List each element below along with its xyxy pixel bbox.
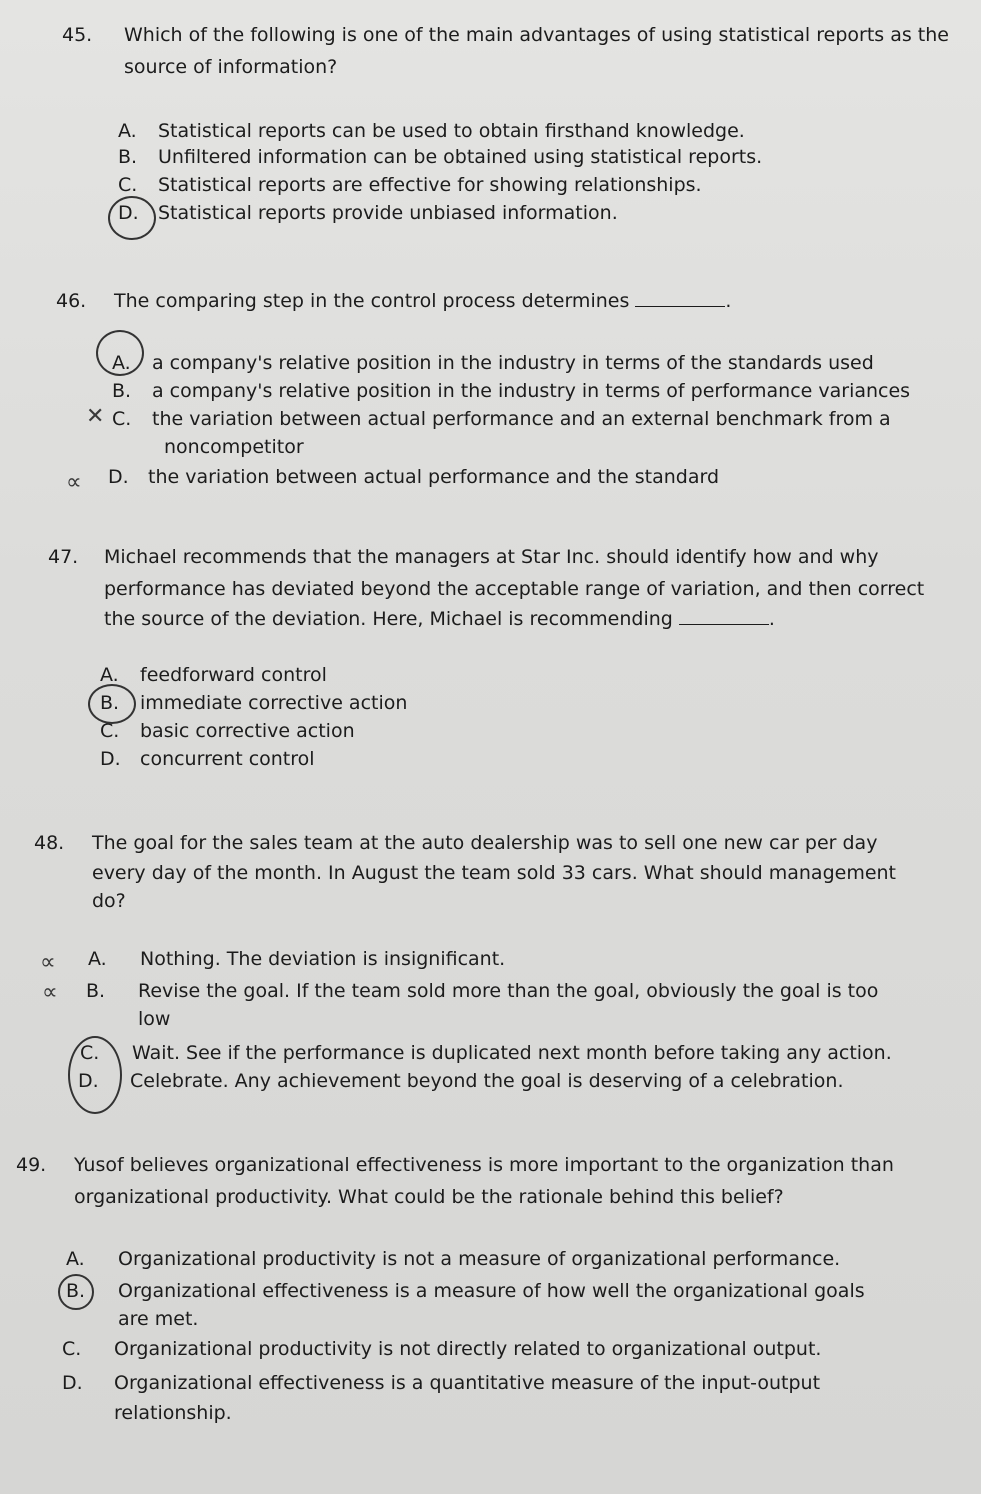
option-letter: A. xyxy=(118,120,137,142)
option-c[interactable] xyxy=(100,718,355,744)
option-d[interactable] xyxy=(62,1370,820,1396)
option-a[interactable] xyxy=(100,662,327,688)
option-d[interactable] xyxy=(118,200,618,226)
option-letter: C. xyxy=(80,1042,100,1064)
option-text: feedforward control xyxy=(140,664,327,686)
answer-blank[interactable] xyxy=(679,606,769,625)
option-letter: B. xyxy=(112,380,132,402)
option-text: Nothing. The deviation is insignificant. xyxy=(140,948,506,970)
question-stem-line: Which of the following is one of the main advantages of using statistical reports as the xyxy=(124,24,949,46)
option-text: the variation between actual performance and the standard xyxy=(148,466,720,488)
option-text: the variation between actual performance and an external benchmark from a xyxy=(152,408,891,430)
option-letter: C. xyxy=(100,720,120,742)
option-a[interactable] xyxy=(66,1246,840,1272)
option-d[interactable] xyxy=(108,464,719,490)
answer-circle-mark xyxy=(96,330,144,376)
answer-circle-mark xyxy=(68,1036,122,1114)
option-b[interactable] xyxy=(118,144,762,170)
option-b-continued: are met. xyxy=(118,1308,199,1330)
answer-circle-mark xyxy=(58,1274,94,1310)
option-letter: A. xyxy=(66,1248,85,1270)
option-text: Organizational effectiveness is a quantitative measure of the input-output xyxy=(114,1372,821,1394)
option-text: Celebrate. Any achievement beyond the goal is deserving of a celebration. xyxy=(130,1070,844,1092)
option-b[interactable] xyxy=(112,378,910,404)
option-b[interactable] xyxy=(86,978,878,1004)
option-a[interactable] xyxy=(88,946,505,972)
question-number: 48. xyxy=(34,832,65,854)
question-stem-line: organizational productivity. What could be the rationale behind this belief? xyxy=(74,1186,784,1208)
option-text: Statistical reports are effective for showing relationships. xyxy=(158,174,702,196)
option-b[interactable] xyxy=(100,690,407,716)
question-stem-line: source of information? xyxy=(124,56,338,78)
option-text: Unfiltered information can be obtained using statistical reports. xyxy=(158,146,763,168)
question-stem-line: performance has deviated beyond the acceptable range of variation, and then correct xyxy=(104,578,925,600)
question-stem-line: Michael recommends that the managers at Star Inc. should identify how and why xyxy=(104,546,879,568)
option-letter: A. xyxy=(88,948,107,970)
option-text: Organizational productivity is not directly related to organizational output. xyxy=(114,1338,822,1360)
option-c[interactable] xyxy=(118,172,702,198)
answer-circle-mark xyxy=(88,684,136,724)
option-text: Statistical reports provide unbiased information. xyxy=(158,202,618,224)
alpha-mark: ∝ xyxy=(66,470,82,495)
question-stem-line: The comparing step in the control process determines . xyxy=(114,290,732,312)
option-b[interactable] xyxy=(66,1278,865,1304)
question-stem-line: do? xyxy=(92,890,126,912)
option-text: Revise the goal. If the team sold more than the goal, obviously the goal is too xyxy=(138,980,879,1002)
option-letter: C. xyxy=(118,174,138,196)
alpha-mark: ∝ xyxy=(40,950,56,975)
question-number: 49. xyxy=(16,1154,47,1176)
option-c[interactable] xyxy=(112,406,891,432)
alpha-mark: ∝ xyxy=(42,980,58,1005)
option-text: Wait. See if the performance is duplicated next month before taking any action. xyxy=(132,1042,892,1064)
option-letter: B. xyxy=(66,1280,86,1302)
option-text: Organizational effectiveness is a measure of how well the organizational goals xyxy=(118,1280,865,1302)
option-c-continued: noncompetitor xyxy=(164,436,304,458)
question-stem-line: the source of the deviation. Here, Michael is recommending . xyxy=(104,608,775,630)
option-letter: D. xyxy=(78,1070,99,1092)
answer-blank[interactable] xyxy=(635,288,725,307)
option-letter: B. xyxy=(100,692,120,714)
option-d-continued: relationship. xyxy=(114,1402,232,1424)
question-number: 47. xyxy=(48,546,79,568)
question-stem-line: Yusof believes organizational effectiveness is more important to the organization than xyxy=(74,1154,894,1176)
option-letter: B. xyxy=(86,980,106,1002)
option-c[interactable] xyxy=(62,1336,821,1362)
cross-mark: ✕ xyxy=(86,404,105,429)
option-text: basic corrective action xyxy=(140,720,355,742)
option-b-continued: low xyxy=(138,1008,171,1030)
option-letter: A. xyxy=(112,352,131,374)
question-stem-line: every day of the month. In August the team sold 33 cars. What should management xyxy=(92,862,897,884)
option-a[interactable] xyxy=(112,350,874,376)
option-letter: D. xyxy=(108,466,129,488)
option-d[interactable] xyxy=(100,746,315,772)
option-d[interactable] xyxy=(78,1068,844,1094)
option-letter: C. xyxy=(62,1338,82,1360)
option-text: a company's relative position in the industry in terms of performance variances xyxy=(152,380,911,402)
option-letter: D. xyxy=(100,748,121,770)
question-stem-line: The goal for the sales team at the auto dealership was to sell one new car per day xyxy=(92,832,878,854)
option-text: Organizational productivity is not a measure of organizational performance. xyxy=(118,1248,841,1270)
option-letter: A. xyxy=(100,664,119,686)
answer-circle-mark xyxy=(108,196,156,240)
option-c[interactable] xyxy=(80,1040,892,1066)
question-number: 46. xyxy=(56,290,87,312)
option-a[interactable] xyxy=(118,118,745,144)
option-text: immediate corrective action xyxy=(140,692,408,714)
question-number: 45. xyxy=(62,24,93,46)
option-letter: D. xyxy=(62,1372,83,1394)
option-letter: B. xyxy=(118,146,138,168)
option-text: Statistical reports can be used to obtain firsthand knowledge. xyxy=(158,120,745,142)
option-text: concurrent control xyxy=(140,748,315,770)
option-letter: C. xyxy=(112,408,132,430)
option-text: a company's relative position in the industry in terms of the standards used xyxy=(152,352,874,374)
option-letter: D. xyxy=(118,202,139,224)
